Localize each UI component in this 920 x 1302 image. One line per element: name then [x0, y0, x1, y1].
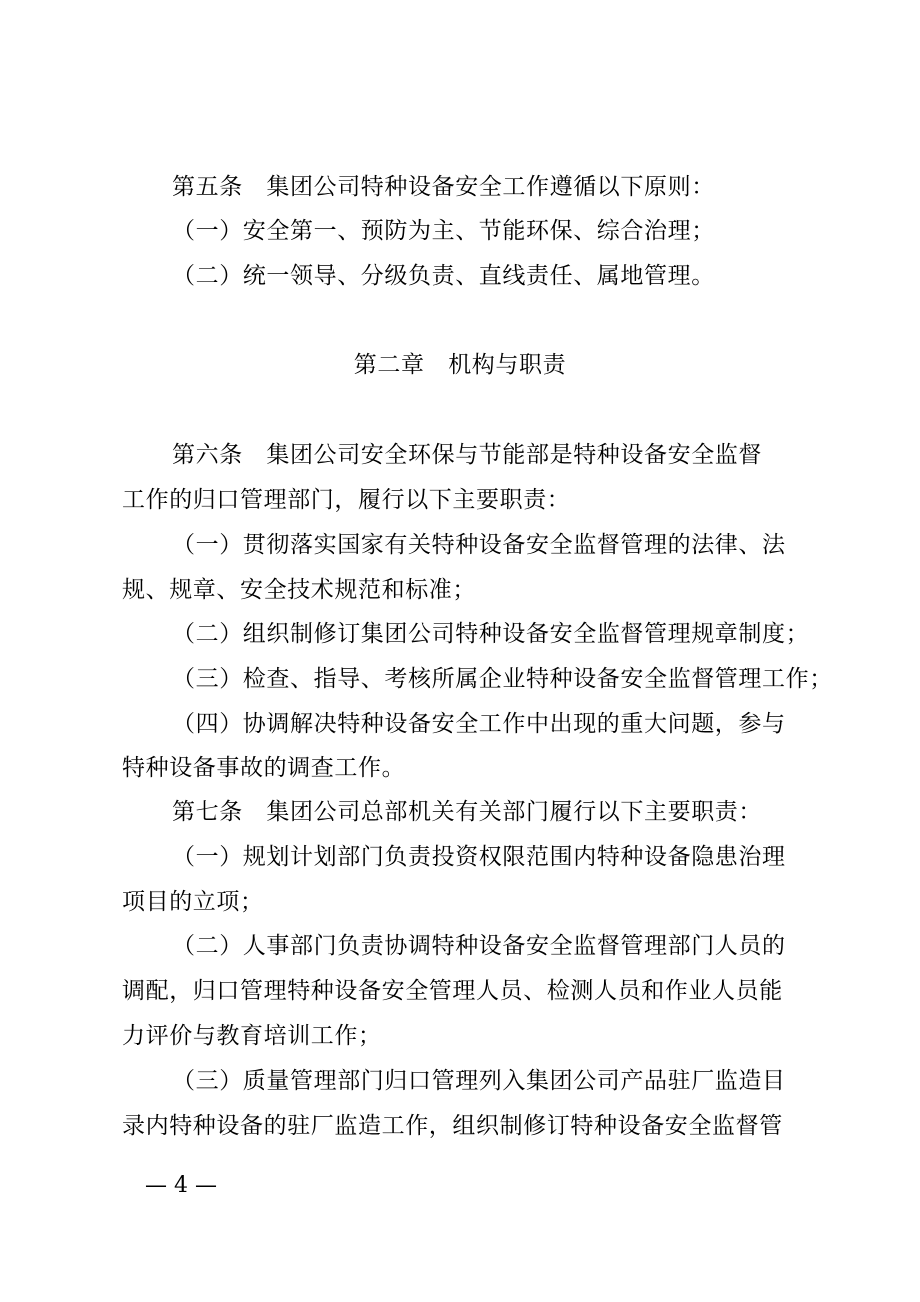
- article-7-item-1-line-1: （一）规划计划部门负责投资权限范围内特种设备隐患治理: [172, 844, 786, 870]
- article-5-item-2: （二）统一领导、分级负责、直线责任、属地管理。: [172, 263, 715, 289]
- chapter-title: 第二章 机构与职责: [353, 352, 567, 378]
- article-7-item-1-line-2: 项目的立项；: [122, 889, 264, 915]
- article-6-item-1-line-1: （一）贯彻落实国家有关特种设备安全监督管理的法律、法: [172, 532, 786, 558]
- article-6-line-2: 工作的归口管理部门，履行以下主要职责：: [122, 487, 571, 513]
- article-5-item-1: （一）安全第一、预防为主、节能环保、综合治理；: [172, 218, 715, 244]
- article-6-item-1-line-2: 规、规章、安全技术规范和标准；: [122, 577, 476, 603]
- article-5-heading: 第五条 集团公司特种设备安全工作遵循以下原则：: [172, 174, 715, 200]
- article-6-line-1: 第六条 集团公司安全环保与节能部是特种设备安全监督: [172, 442, 762, 468]
- article-7-item-2-line-1: （二）人事部门负责协调特种设备安全监督管理部门人员的: [172, 933, 786, 959]
- article-7-item-3-line-2: 录内特种设备的驻厂监造工作，组织制修订特种设备安全监督管: [122, 1113, 783, 1139]
- page-number: — 4 —: [145, 1173, 217, 1198]
- article-7-item-2-line-3: 力评价与教育培训工作；: [122, 1023, 382, 1049]
- article-6-item-4-line-1: （四）协调解决特种设备安全工作中出现的重大问题，参与: [172, 711, 786, 737]
- article-6-item-2: （二）组织制修订集团公司特种设备安全监督管理规章制度；: [172, 621, 810, 647]
- article-7-item-2-line-2: 调配，归口管理特种设备安全管理人员、检测人员和作业人员能: [122, 978, 783, 1004]
- article-7-item-3-line-1: （三）质量管理部门归口管理列入集团公司产品驻厂监造目: [172, 1068, 786, 1094]
- article-6-item-4-line-2: 特种设备事故的调查工作。: [122, 755, 406, 781]
- article-7-heading: 第七条 集团公司总部机关有关部门履行以下主要职责：: [172, 799, 762, 825]
- article-6-item-3: （三）检查、指导、考核所属企业特种设备安全监督管理工作；: [172, 666, 833, 692]
